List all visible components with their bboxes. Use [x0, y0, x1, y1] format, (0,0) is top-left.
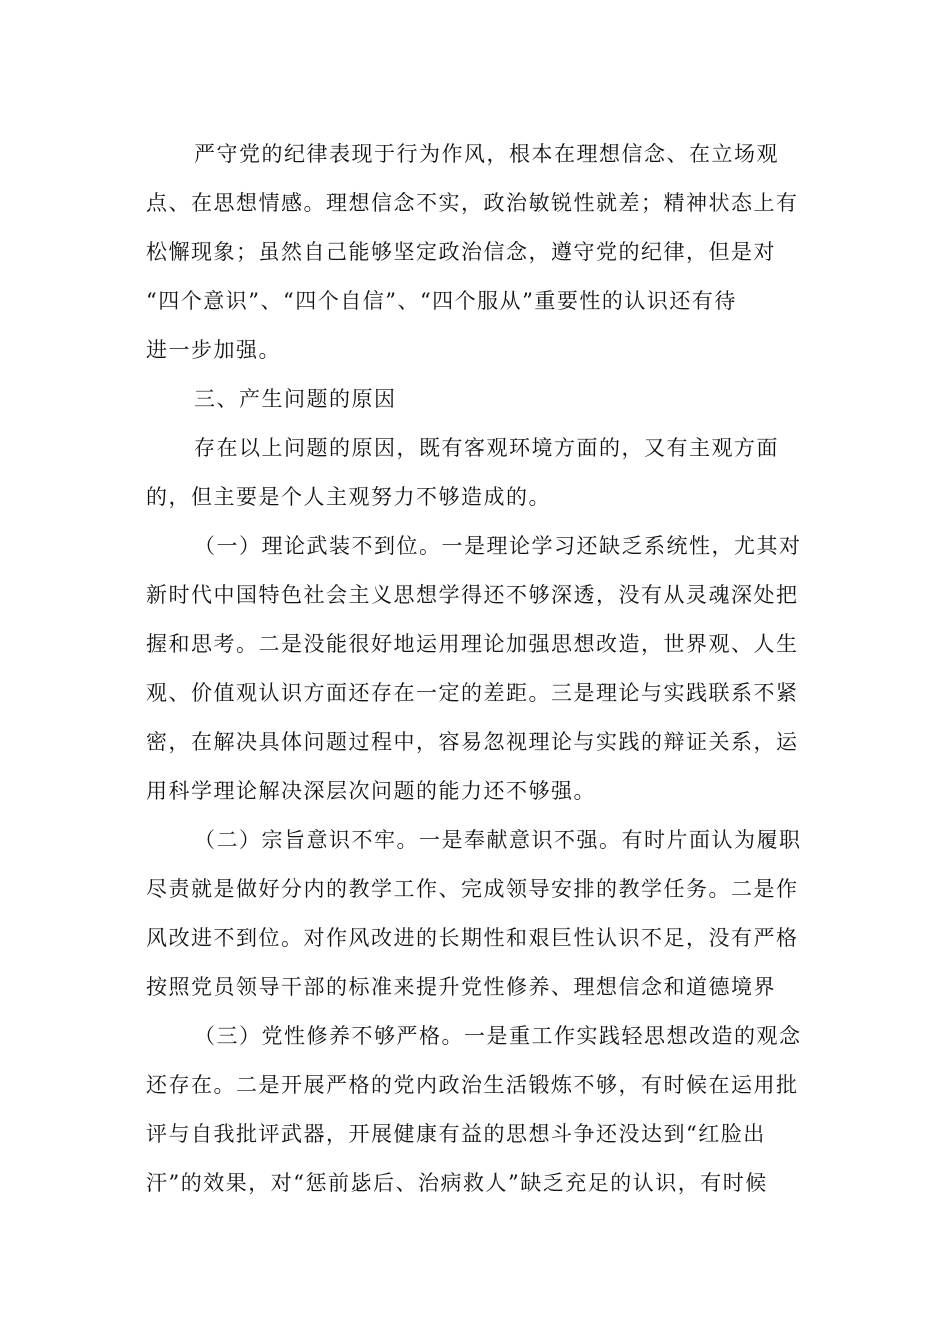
- text-line: 风改进不到位。对作风改进的长期性和艰巨性认识不足，没有严格: [146, 926, 799, 950]
- text-line: 观、价值观认识方面还存在一定的差距。三是理论与实践联系不紧: [146, 681, 799, 705]
- text-line: 新时代中国特色社会主义思想学得还不够深透，没有从灵魂深处把: [146, 583, 799, 607]
- section-heading: [146, 375, 808, 424]
- text-line: （一）理论武装不到位。一是理论学习还缺乏系统性，尤其对: [194, 534, 802, 558]
- text-line: 进一步加强。: [146, 338, 281, 362]
- text-line: （三）党性修养不够严格。一是重工作实践轻思想改造的观念: [194, 1024, 802, 1048]
- paragraph-discipline: [146, 130, 808, 375]
- text-line: 汗”的效果，对“惩前毖后、治病救人”缺乏充足的认识，有时候: [146, 1171, 768, 1195]
- text-line: 按照党员领导干部的标准来提升党性修养、理想信念和道德境界: [146, 975, 776, 999]
- text-line: （二）宗旨意识不牢。一是奉献意识不强。有时片面认为履职: [194, 828, 802, 852]
- paragraph-causes-intro: [146, 424, 808, 522]
- text-line: 握和思考。二是没能很好地运用理论加强思想改造，世界观、人生: [146, 632, 799, 656]
- paragraph-purpose: [146, 816, 808, 1012]
- text-line: 评与自我批评武器，开展健康有益的思想斗争还没达到“红脸出: [146, 1122, 766, 1146]
- document-body: [146, 130, 808, 1208]
- paragraph-theory: [146, 522, 808, 816]
- paragraph-party-spirit: [146, 1012, 808, 1208]
- text-line: 密，在解决具体问题过程中，容易忽视理论与实践的辩证关系，运: [146, 730, 799, 754]
- text-line: 松懈现象；虽然自己能够坚定政治信念，遵守党的纪律，但是对: [146, 240, 776, 264]
- text-line: 还存在。二是开展严格的党内政治生活锻炼不够，有时候在运用批: [146, 1073, 799, 1097]
- text-line: 尽责就是做好分内的教学工作、完成领导安排的教学任务。二是作: [146, 877, 799, 901]
- section-heading-text: 三、产生问题的原因: [194, 387, 397, 411]
- text-line: 用科学理论解决深层次问题的能力还不够强。: [146, 779, 596, 803]
- text-line: 存在以上问题的原因，既有客观环境方面的，又有主观方面: [194, 436, 779, 460]
- text-line: 的，但主要是个人主观努力不够造成的。: [146, 485, 551, 509]
- text-line: “四个意识”、“四个自信”、“四个服从”重要性的认识还有待: [146, 289, 737, 313]
- text-line: 严守党的纪律表现于行为作风，根本在理想信念、在立场观: [194, 142, 779, 166]
- text-line: 点、在思想情感。理想信念不实，政治敏锐性就差；精神状态上有: [146, 191, 799, 215]
